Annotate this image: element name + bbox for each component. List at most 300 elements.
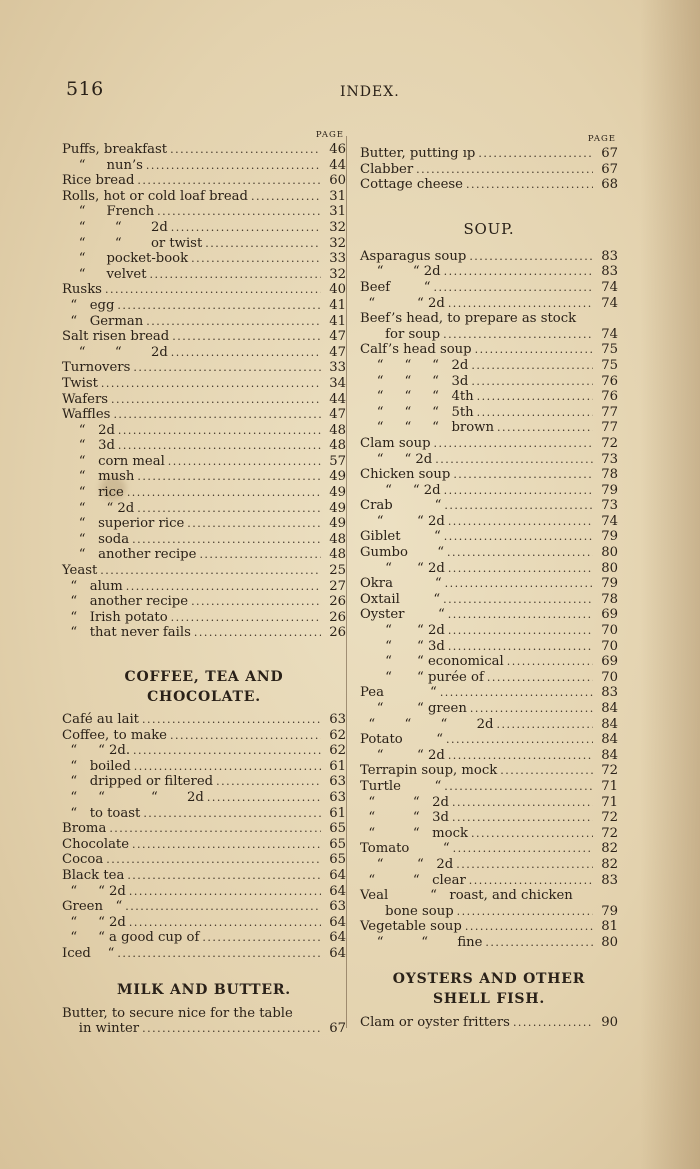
entry-page-number: 48 xyxy=(329,547,346,563)
entry-page-number: 32 xyxy=(329,266,346,282)
entry-page-number: 73 xyxy=(601,451,618,467)
leader-dots xyxy=(448,514,593,530)
leader-dots xyxy=(113,407,321,423)
page-column-label: PAGE xyxy=(587,134,616,144)
leader-dots xyxy=(191,594,321,610)
entry-text: Terrapin soup, mock xyxy=(360,763,498,779)
entry-page-number: 74 xyxy=(601,513,618,529)
leader-dots xyxy=(127,485,321,501)
entry-page-number: 70 xyxy=(601,623,618,639)
index-entry xyxy=(62,868,346,884)
index-entry xyxy=(360,374,618,390)
index-entry xyxy=(62,423,346,439)
entry-page-number: 47 xyxy=(329,329,346,345)
leader-dots xyxy=(150,267,322,283)
leader-dots xyxy=(477,405,593,421)
leader-dots xyxy=(448,296,593,312)
leader-dots xyxy=(132,837,321,853)
entry-text: Wafers xyxy=(62,391,109,407)
index-entry xyxy=(360,327,618,343)
index-entry xyxy=(360,311,618,327)
index-entry xyxy=(360,483,618,499)
entry-page-number: 84 xyxy=(601,716,618,732)
leader-dots xyxy=(433,280,593,296)
entry-page-number: 32 xyxy=(329,219,346,235)
leader-dots xyxy=(416,162,593,178)
right-entry-list xyxy=(360,146,618,193)
leader-dots xyxy=(477,389,593,405)
entry-page-number: 74 xyxy=(601,326,618,342)
leader-dots xyxy=(126,579,321,595)
leader-dots xyxy=(170,728,321,744)
index-entry xyxy=(62,454,346,470)
leader-dots xyxy=(216,774,321,790)
leader-dots xyxy=(143,806,321,822)
leader-dots xyxy=(513,1015,593,1031)
index-entry xyxy=(360,639,618,655)
entry-text: “ soda xyxy=(62,531,130,547)
entry-page-number: 79 xyxy=(601,576,618,592)
entry-page-number: 34 xyxy=(329,375,346,391)
entry-page-number: 78 xyxy=(601,467,618,483)
entry-page-number: 72 xyxy=(601,435,618,451)
entry-text: “ boiled xyxy=(62,758,131,774)
leader-dots xyxy=(146,314,321,330)
entry-text: Broma xyxy=(62,821,107,837)
entry-page-number: 63 xyxy=(329,899,346,915)
index-entry xyxy=(62,610,346,626)
entry-text: “ “ 2d xyxy=(62,500,135,516)
leader-dots xyxy=(199,547,321,563)
leader-dots xyxy=(251,189,321,205)
index-entry xyxy=(360,685,618,701)
leader-dots xyxy=(453,467,593,483)
index-entry xyxy=(62,594,346,610)
index-entry xyxy=(62,376,346,392)
entry-page-number: 84 xyxy=(601,732,618,748)
leader-dots xyxy=(469,249,593,265)
index-entry xyxy=(62,806,346,822)
leader-dots xyxy=(448,607,593,623)
leader-dots xyxy=(129,915,321,931)
entry-text: Butter, putting ıp xyxy=(360,146,476,161)
index-entry xyxy=(62,251,346,267)
index-entry xyxy=(62,407,346,423)
entry-text: Giblet “ xyxy=(360,529,441,545)
index-entry xyxy=(360,763,618,779)
index-entry xyxy=(62,220,346,236)
index-entry xyxy=(360,935,618,951)
entry-text: “ Irish potato xyxy=(62,609,168,625)
entry-page-number: 68 xyxy=(601,177,618,193)
leader-dots xyxy=(448,639,593,655)
leader-dots xyxy=(444,498,593,514)
index-entry xyxy=(62,173,346,189)
entry-text: “ “ “ 2d xyxy=(360,716,494,732)
index-entry xyxy=(62,329,346,345)
leader-dots xyxy=(452,795,593,811)
section-heading-soup: SOUP. xyxy=(463,219,515,238)
entry-page-number: 63 xyxy=(329,789,346,805)
entry-text: Clam or oyster fritters xyxy=(360,1014,510,1030)
column-divider xyxy=(346,136,347,1028)
index-entry xyxy=(360,249,618,265)
right-column xyxy=(360,130,618,1030)
entry-text: “ “ 2d xyxy=(62,219,168,235)
index-entry xyxy=(62,516,346,532)
entry-text: “ dripped or filtered xyxy=(62,774,214,790)
leader-dots xyxy=(445,576,593,592)
entry-page-number: 44 xyxy=(329,391,346,407)
index-entry xyxy=(62,821,346,837)
leader-dots xyxy=(452,810,593,826)
index-entry xyxy=(62,298,346,314)
index-entry xyxy=(62,469,346,485)
index-entry xyxy=(360,888,618,904)
index-entry xyxy=(360,162,618,178)
leader-dots xyxy=(142,712,321,728)
entry-page-number: 70 xyxy=(601,638,618,654)
entry-text: “ “ mock xyxy=(360,825,468,841)
entry-page-number: 69 xyxy=(601,607,618,623)
entry-text: “ “ 2d xyxy=(360,295,445,311)
entry-text: Calf’s head soup xyxy=(360,342,472,358)
leader-dots xyxy=(194,625,321,641)
page-edge-shadow xyxy=(640,0,700,1169)
leader-dots xyxy=(117,946,321,962)
index-entry xyxy=(62,547,346,563)
entry-text: Turtle “ xyxy=(360,778,442,794)
entry-text: Twist xyxy=(62,375,98,391)
entry-text: Rice bread xyxy=(62,173,135,189)
entry-page-number: 61 xyxy=(329,758,346,774)
entry-page-number: 49 xyxy=(329,469,346,485)
index-entry xyxy=(360,146,618,162)
leader-dots xyxy=(109,821,321,837)
entry-text: “ “ 2d xyxy=(360,856,454,872)
entry-page-number: 67 xyxy=(329,1021,346,1037)
entry-page-number: 40 xyxy=(329,282,346,298)
index-entry xyxy=(62,158,346,174)
page-column-label: PAGE xyxy=(315,130,344,140)
entry-page-number: 75 xyxy=(601,357,618,373)
entry-page-number: 64 xyxy=(329,883,346,899)
leader-dots xyxy=(444,529,593,545)
index-entry xyxy=(62,1006,346,1037)
index-entry xyxy=(62,625,346,641)
leader-dots xyxy=(500,763,593,779)
leader-dots xyxy=(125,899,321,915)
entry-page-number: 63 xyxy=(329,774,346,790)
entry-text: Waffles xyxy=(62,407,111,423)
entry-page-number: 49 xyxy=(329,516,346,532)
leader-dots xyxy=(168,454,321,470)
entry-page-number: 90 xyxy=(601,1014,618,1030)
leader-dots xyxy=(191,251,321,267)
leader-dots xyxy=(132,532,321,548)
entry-page-number: 72 xyxy=(601,810,618,826)
entry-page-number: 64 xyxy=(329,914,346,930)
index-entry xyxy=(62,563,346,579)
entry-text: “ rice xyxy=(62,485,124,501)
leader-dots xyxy=(133,743,321,759)
index-entry xyxy=(62,314,346,330)
leader-dots xyxy=(129,884,321,900)
entry-page-number: 84 xyxy=(601,747,618,763)
entry-text: “ “ a good cup of xyxy=(62,930,200,946)
leader-dots xyxy=(170,142,321,158)
entry-text: “ “ green xyxy=(360,701,467,716)
entry-page-number: 26 xyxy=(329,594,346,610)
entry-page-number: 80 xyxy=(601,934,618,950)
entry-page-number: 79 xyxy=(601,529,618,545)
leader-dots xyxy=(101,376,321,392)
index-entry xyxy=(360,732,618,748)
entry-text: Yeast xyxy=(62,563,98,579)
entry-text: Asparagus soup xyxy=(360,248,467,264)
entry-page-number: 73 xyxy=(601,498,618,514)
page-number: 516 xyxy=(66,78,104,100)
index-entry xyxy=(62,884,346,900)
index-entry xyxy=(360,748,618,764)
leader-dots xyxy=(471,826,593,842)
entry-text: “ “ 2d xyxy=(360,794,450,810)
leader-dots xyxy=(202,930,321,946)
index-entry xyxy=(360,717,618,733)
index-entry xyxy=(62,930,346,946)
leader-dots xyxy=(448,623,593,639)
leader-dots xyxy=(171,220,321,236)
index-entry xyxy=(360,826,618,842)
index-entry xyxy=(360,607,618,623)
leader-dots xyxy=(444,779,593,795)
index-entry xyxy=(62,267,346,283)
index-entry xyxy=(62,392,346,408)
leader-dots xyxy=(142,1021,321,1037)
entry-text: “ corn meal xyxy=(62,453,165,469)
entry-text: Oxtail “ xyxy=(360,591,441,607)
entry-text: Butter, to secure nice for the table xyxy=(62,1005,293,1021)
entry-page-number: 60 xyxy=(329,173,346,189)
entry-page-number: 47 xyxy=(329,344,346,360)
index-entry xyxy=(62,759,346,775)
entry-text: “ “ “ 2d xyxy=(360,357,469,373)
entry-text: Clam soup xyxy=(360,435,431,451)
entry-page-number: 80 xyxy=(601,560,618,576)
entry-text: Rusks xyxy=(62,282,102,298)
leader-dots xyxy=(478,146,593,162)
entry-page-number: 74 xyxy=(601,279,618,295)
leader-dots xyxy=(444,264,593,280)
entry-page-number: 82 xyxy=(601,856,618,872)
index-entry xyxy=(62,236,346,252)
leader-dots xyxy=(127,868,321,884)
entry-page-number: 64 xyxy=(329,867,346,883)
entry-page-number: 44 xyxy=(329,157,346,173)
leader-dots xyxy=(137,173,321,189)
entry-text: Chicken soup xyxy=(360,467,451,483)
entry-text: Salt risen bread xyxy=(62,329,170,345)
entry-page-number: 65 xyxy=(329,852,346,868)
leader-dots xyxy=(137,469,321,485)
leader-dots xyxy=(117,298,321,314)
leader-dots xyxy=(118,438,321,454)
index-entry xyxy=(62,532,346,548)
entry-page-number: 33 xyxy=(329,360,346,376)
leader-dots xyxy=(496,717,593,733)
entry-page-number: 83 xyxy=(601,264,618,280)
entry-text: “ “ 2d xyxy=(360,560,445,576)
entry-page-number: 41 xyxy=(329,297,346,313)
leader-dots xyxy=(435,452,593,468)
entry-page-number: 79 xyxy=(601,903,618,919)
index-entry xyxy=(360,701,618,717)
leader-dots xyxy=(137,501,321,517)
index-entry xyxy=(360,389,618,405)
index-entry xyxy=(360,919,618,935)
entry-text: Café au lait xyxy=(62,712,139,727)
index-entry xyxy=(62,774,346,790)
entry-page-number: 63 xyxy=(329,712,346,727)
index-entry xyxy=(62,282,346,298)
index-entry xyxy=(360,857,618,873)
leader-dots xyxy=(466,177,593,193)
entry-page-number: 64 xyxy=(329,945,346,961)
leader-dots xyxy=(471,374,593,390)
entry-text: Tomato “ xyxy=(360,841,450,857)
leader-dots xyxy=(487,670,593,686)
index-entry xyxy=(62,915,346,931)
entry-text: Coffee, to make xyxy=(62,727,167,743)
entry-page-number: 77 xyxy=(601,420,618,436)
index-entry xyxy=(360,358,618,374)
entry-text: bone soup xyxy=(360,903,454,919)
leader-dots xyxy=(207,790,321,806)
leader-dots xyxy=(497,420,593,436)
leader-dots xyxy=(456,857,593,873)
index-entry xyxy=(360,467,618,483)
index-entry xyxy=(360,529,618,545)
entry-text: “ “ 2d xyxy=(360,451,433,467)
index-entry xyxy=(360,654,618,670)
entry-page-number: 72 xyxy=(601,825,618,841)
leader-dots xyxy=(443,327,593,343)
entry-text: “ “ 3d xyxy=(360,810,450,826)
entry-text: “ “ or twist xyxy=(62,235,203,251)
entry-text: Chocolate xyxy=(62,836,130,852)
entry-text: Pea “ xyxy=(360,685,437,701)
entry-text: Beef’s head, to prepare as stock xyxy=(360,311,577,327)
soup-entry-list xyxy=(360,249,618,951)
entry-page-number: 71 xyxy=(601,794,618,810)
index-entry xyxy=(360,1015,618,1031)
entry-text: “ “ purée of xyxy=(360,669,484,685)
entry-page-number: 31 xyxy=(329,204,346,220)
index-entry xyxy=(62,360,346,376)
entry-page-number: 32 xyxy=(329,235,346,251)
leader-dots xyxy=(469,873,593,889)
entry-page-number: 82 xyxy=(601,841,618,857)
index-entry xyxy=(360,841,618,857)
entry-text: “ “ 2d xyxy=(360,513,445,529)
entry-text: Beef “ xyxy=(360,279,431,295)
index-entry xyxy=(62,189,346,205)
entry-text: “ “ 2d xyxy=(360,482,441,498)
entry-page-number: 48 xyxy=(329,422,346,438)
entry-text: “ “ “ 2d xyxy=(62,789,204,805)
entry-text: “ “ “ 4th xyxy=(360,389,474,405)
index-entry xyxy=(360,904,618,920)
section-heading-coffee: COFFEE, TEA AND CHOCOLATE. xyxy=(124,669,284,705)
entry-continuation xyxy=(62,1021,346,1037)
running-head: INDEX. xyxy=(340,84,400,100)
leader-dots xyxy=(111,392,321,408)
entry-page-number: 46 xyxy=(329,142,346,157)
entry-page-number: 41 xyxy=(329,313,346,329)
entry-page-number: 48 xyxy=(329,531,346,547)
index-entry xyxy=(360,498,618,514)
entry-text: “ “ 2d xyxy=(62,914,126,930)
leader-dots xyxy=(447,545,593,561)
entry-page-number: 81 xyxy=(601,919,618,935)
index-entry xyxy=(62,142,346,158)
entry-text: Cocoa xyxy=(62,852,104,868)
entry-text: Gumbo “ xyxy=(360,545,444,561)
entry-page-number: 25 xyxy=(329,563,346,579)
entry-page-number: 71 xyxy=(601,778,618,794)
entry-text: “ 2d xyxy=(62,422,115,438)
entry-text: “ “ 2d xyxy=(62,883,126,899)
entry-page-number: 65 xyxy=(329,821,346,837)
index-entry xyxy=(360,670,618,686)
entry-page-number: 26 xyxy=(329,625,346,641)
entry-text: “ “ 2d xyxy=(360,623,445,639)
leader-dots xyxy=(485,935,593,951)
leader-dots xyxy=(157,204,321,220)
entry-text: “ “ “ brown xyxy=(360,420,494,436)
entry-text: “ “ economical xyxy=(360,654,504,670)
index-entry xyxy=(360,810,618,826)
index-entry xyxy=(360,623,618,639)
leader-dots xyxy=(205,236,321,252)
entry-page-number: 79 xyxy=(601,482,618,498)
index-entry xyxy=(62,743,346,759)
entry-text: Potato “ xyxy=(360,732,443,748)
leader-dots xyxy=(106,852,321,868)
index-entry xyxy=(62,501,346,517)
entry-text: for soup xyxy=(360,326,441,342)
entry-text: Iced “ xyxy=(62,945,115,961)
index-entry xyxy=(360,296,618,312)
entry-text: Turnovers xyxy=(62,360,131,376)
index-entry xyxy=(360,561,618,577)
index-entry xyxy=(360,436,618,452)
entry-page-number: 47 xyxy=(329,407,346,423)
leader-dots xyxy=(133,360,321,376)
entry-text: Vegetable soup xyxy=(360,919,462,935)
entry-text: Oyster “ xyxy=(360,607,445,623)
entry-text: “ “ 3d xyxy=(360,638,445,654)
entry-text: “ that never fails xyxy=(62,625,191,641)
entry-page-number: 74 xyxy=(601,295,618,311)
entry-text: Puffs, breakfast xyxy=(62,142,168,157)
entry-page-number: 62 xyxy=(329,727,346,743)
leader-dots xyxy=(448,561,593,577)
entry-text: “ “ “ 5th xyxy=(360,404,474,420)
leader-dots xyxy=(465,919,593,935)
entry-page-number: 33 xyxy=(329,251,346,267)
index-entry xyxy=(360,592,618,608)
